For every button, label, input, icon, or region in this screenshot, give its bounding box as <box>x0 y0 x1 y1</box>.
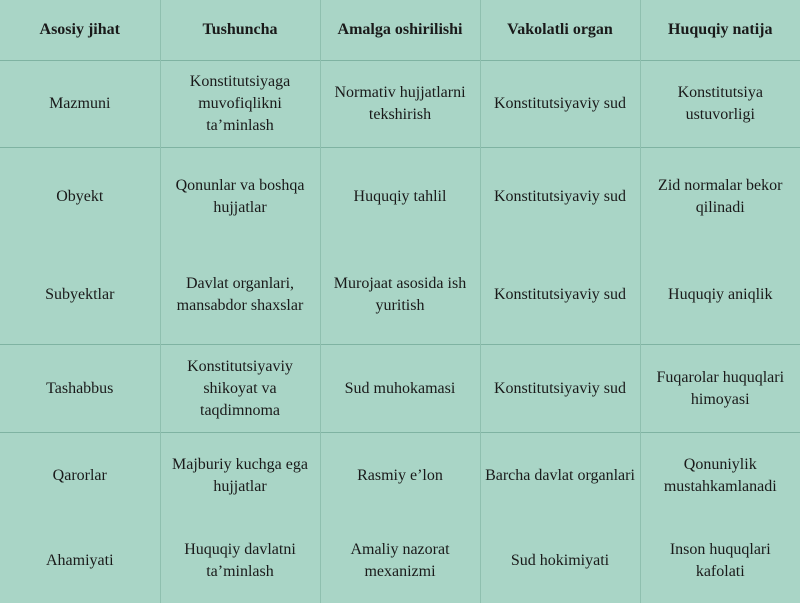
table-row <box>0 519 800 603</box>
header-cell-result: Huquqiy natija <box>640 0 800 61</box>
table-row <box>0 246 800 345</box>
table-row <box>0 345 800 433</box>
table-cell: Konstitutsiyaviy sud <box>480 246 640 345</box>
table-cell: Majburiy kuchga ega hujjatlar <box>160 433 320 520</box>
table-cell: Rasmiy e’lon <box>320 433 480 520</box>
table-cell: Barcha davlat organlari <box>480 433 640 520</box>
table-cell: Qonunlar va boshqa hujjatlar <box>160 148 320 247</box>
header-row <box>0 0 800 61</box>
header-cell-authority: Vakolatli organ <box>480 0 640 61</box>
table-cell: Konstitutsiyaviy sud <box>480 345 640 433</box>
table-cell: Sud hokimiyati <box>480 519 640 603</box>
table-cell: Huquqiy davlatni ta’minlash <box>160 519 320 603</box>
table-cell: Ahamiyati <box>45 552 114 569</box>
header-cell-implementation: Amalga oshirilishi <box>320 0 480 61</box>
table-cell: Qarorlar <box>0 433 160 520</box>
table-cell: Tashabbus <box>0 345 160 433</box>
table-cell: Fuqarolar huquqlari himoyasi <box>640 345 800 433</box>
table-cell: Subyektlar <box>45 286 115 303</box>
table-cell: Huquqiy tahlil <box>320 148 480 247</box>
table-row <box>0 148 800 247</box>
table-cell: Qonuniylik mustahkamlanadi <box>640 433 800 520</box>
table-cell: Normativ hujjatlarni tekshirish <box>320 61 480 148</box>
table-cell: Konstitutsiyaga muvofiqlikni ta’minlash <box>160 61 320 148</box>
header-cell-concept: Tushuncha <box>160 0 320 61</box>
table-cell: Sud muhokamasi <box>320 345 480 433</box>
table-cell: Zid normalar bekor qilinadi <box>640 148 800 247</box>
table-cell: Huquqiy aniqlik <box>640 246 800 345</box>
table-row <box>0 61 800 148</box>
table-cell: Murojaat asosida ish yuritish <box>320 246 480 345</box>
table-cell: Konstitutsiyaviy shikoyat va taqdimnoma <box>160 345 320 433</box>
table-cell: Obyekt <box>0 148 160 247</box>
table-cell: Konstitutsiya ustuvorligi <box>640 61 800 148</box>
table-cell: Davlat organlari, mansabdor shaxslar <box>160 246 320 345</box>
table-cell: Amaliy nazorat mexanizmi <box>320 519 480 603</box>
table-cell: Konstitutsiyaviy sud <box>480 61 640 148</box>
table-cell: Mazmuni <box>0 61 160 148</box>
table-cell: Inson huquqlari kafolati <box>640 519 800 603</box>
table-cell: Konstitutsiyaviy sud <box>480 148 640 247</box>
table-row <box>0 433 800 520</box>
header-cell-aspect: Asosiy jihat <box>39 21 120 38</box>
